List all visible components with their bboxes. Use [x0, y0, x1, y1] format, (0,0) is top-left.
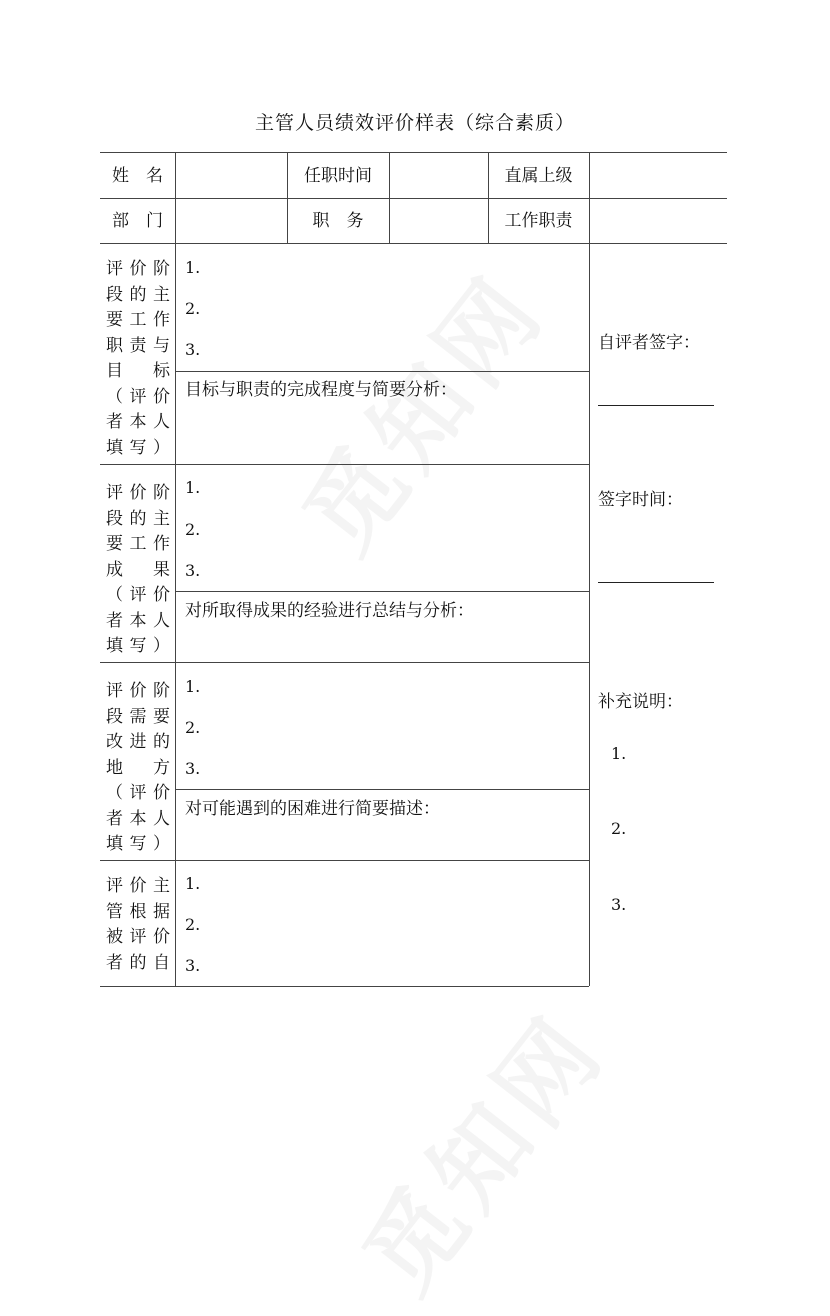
s2-item-3: 3.	[185, 561, 201, 580]
rule-table-bottom	[100, 986, 589, 987]
s1-item-3: 3.	[185, 340, 201, 359]
rule-top	[100, 152, 727, 153]
rule-s1-bottom	[100, 464, 589, 465]
note-3: 3.	[611, 895, 627, 914]
rule-col-label	[175, 152, 176, 986]
rule-header-bottom	[100, 243, 727, 244]
s1-analysis: 目标与职责的完成程度与简要分析：	[185, 380, 457, 400]
s1-item-1: 1.	[185, 258, 201, 277]
page-title: 主管人员绩效评价样表（综合素质）	[254, 112, 575, 134]
label-position: 职 务	[312, 211, 364, 231]
s4-item-1: 1.	[185, 874, 201, 893]
notes-label: 补充说明：	[598, 692, 683, 712]
rule-s1-analysis	[176, 371, 589, 372]
rule-s2-analysis	[176, 591, 589, 592]
sign-time-line[interactable]	[598, 582, 714, 583]
self-sign-line[interactable]	[598, 405, 714, 406]
watermark-top	[267, 241, 571, 576]
section-3-label: 评价阶 段需要 改进的 地 方 （评价 者本人 填写）	[106, 681, 170, 854]
s3-item-2: 2.	[185, 718, 201, 737]
s2-item-1: 1.	[185, 478, 201, 497]
rule-s3-bottom	[100, 860, 589, 861]
label-duties: 工作职责	[504, 211, 573, 231]
label-department: 部 门	[112, 211, 163, 231]
rule-s3-analysis	[176, 789, 589, 790]
section-4-label: 评价主 管根据 被评价 者的自	[106, 876, 170, 973]
rule-col-3	[389, 152, 390, 243]
self-sign-label: 自评者签字：	[598, 333, 700, 353]
note-2: 2.	[611, 819, 627, 838]
label-supervisor: 直属上级	[504, 166, 573, 186]
s2-item-2: 2.	[185, 520, 201, 539]
label-tenure: 任职时间	[304, 166, 372, 186]
s1-item-2: 2.	[185, 299, 201, 318]
section-1-label: 评价阶 段的主 要工作 职责与 目 标 （评价 者本人 填写）	[106, 259, 170, 458]
section-2-label: 评价阶 段的主 要工作 成 果 （评价 者本人 填写）	[106, 483, 170, 656]
watermark-bottom	[327, 981, 631, 1316]
s4-item-3: 3.	[185, 956, 201, 975]
rule-s2-bottom	[100, 662, 589, 663]
sign-time-label: 签字时间：	[598, 490, 683, 510]
rule-header-mid	[100, 198, 727, 199]
s3-item-3: 3.	[185, 759, 201, 778]
s4-item-2: 2.	[185, 915, 201, 934]
s2-analysis: 对所取得成果的经验进行总结与分析：	[185, 601, 474, 621]
rule-col-right	[589, 152, 590, 986]
label-name: 姓 名	[112, 166, 163, 186]
s3-analysis: 对可能遇到的困难进行简要描述：	[185, 799, 440, 819]
s3-item-1: 1.	[185, 677, 201, 696]
note-1: 1.	[611, 744, 627, 763]
